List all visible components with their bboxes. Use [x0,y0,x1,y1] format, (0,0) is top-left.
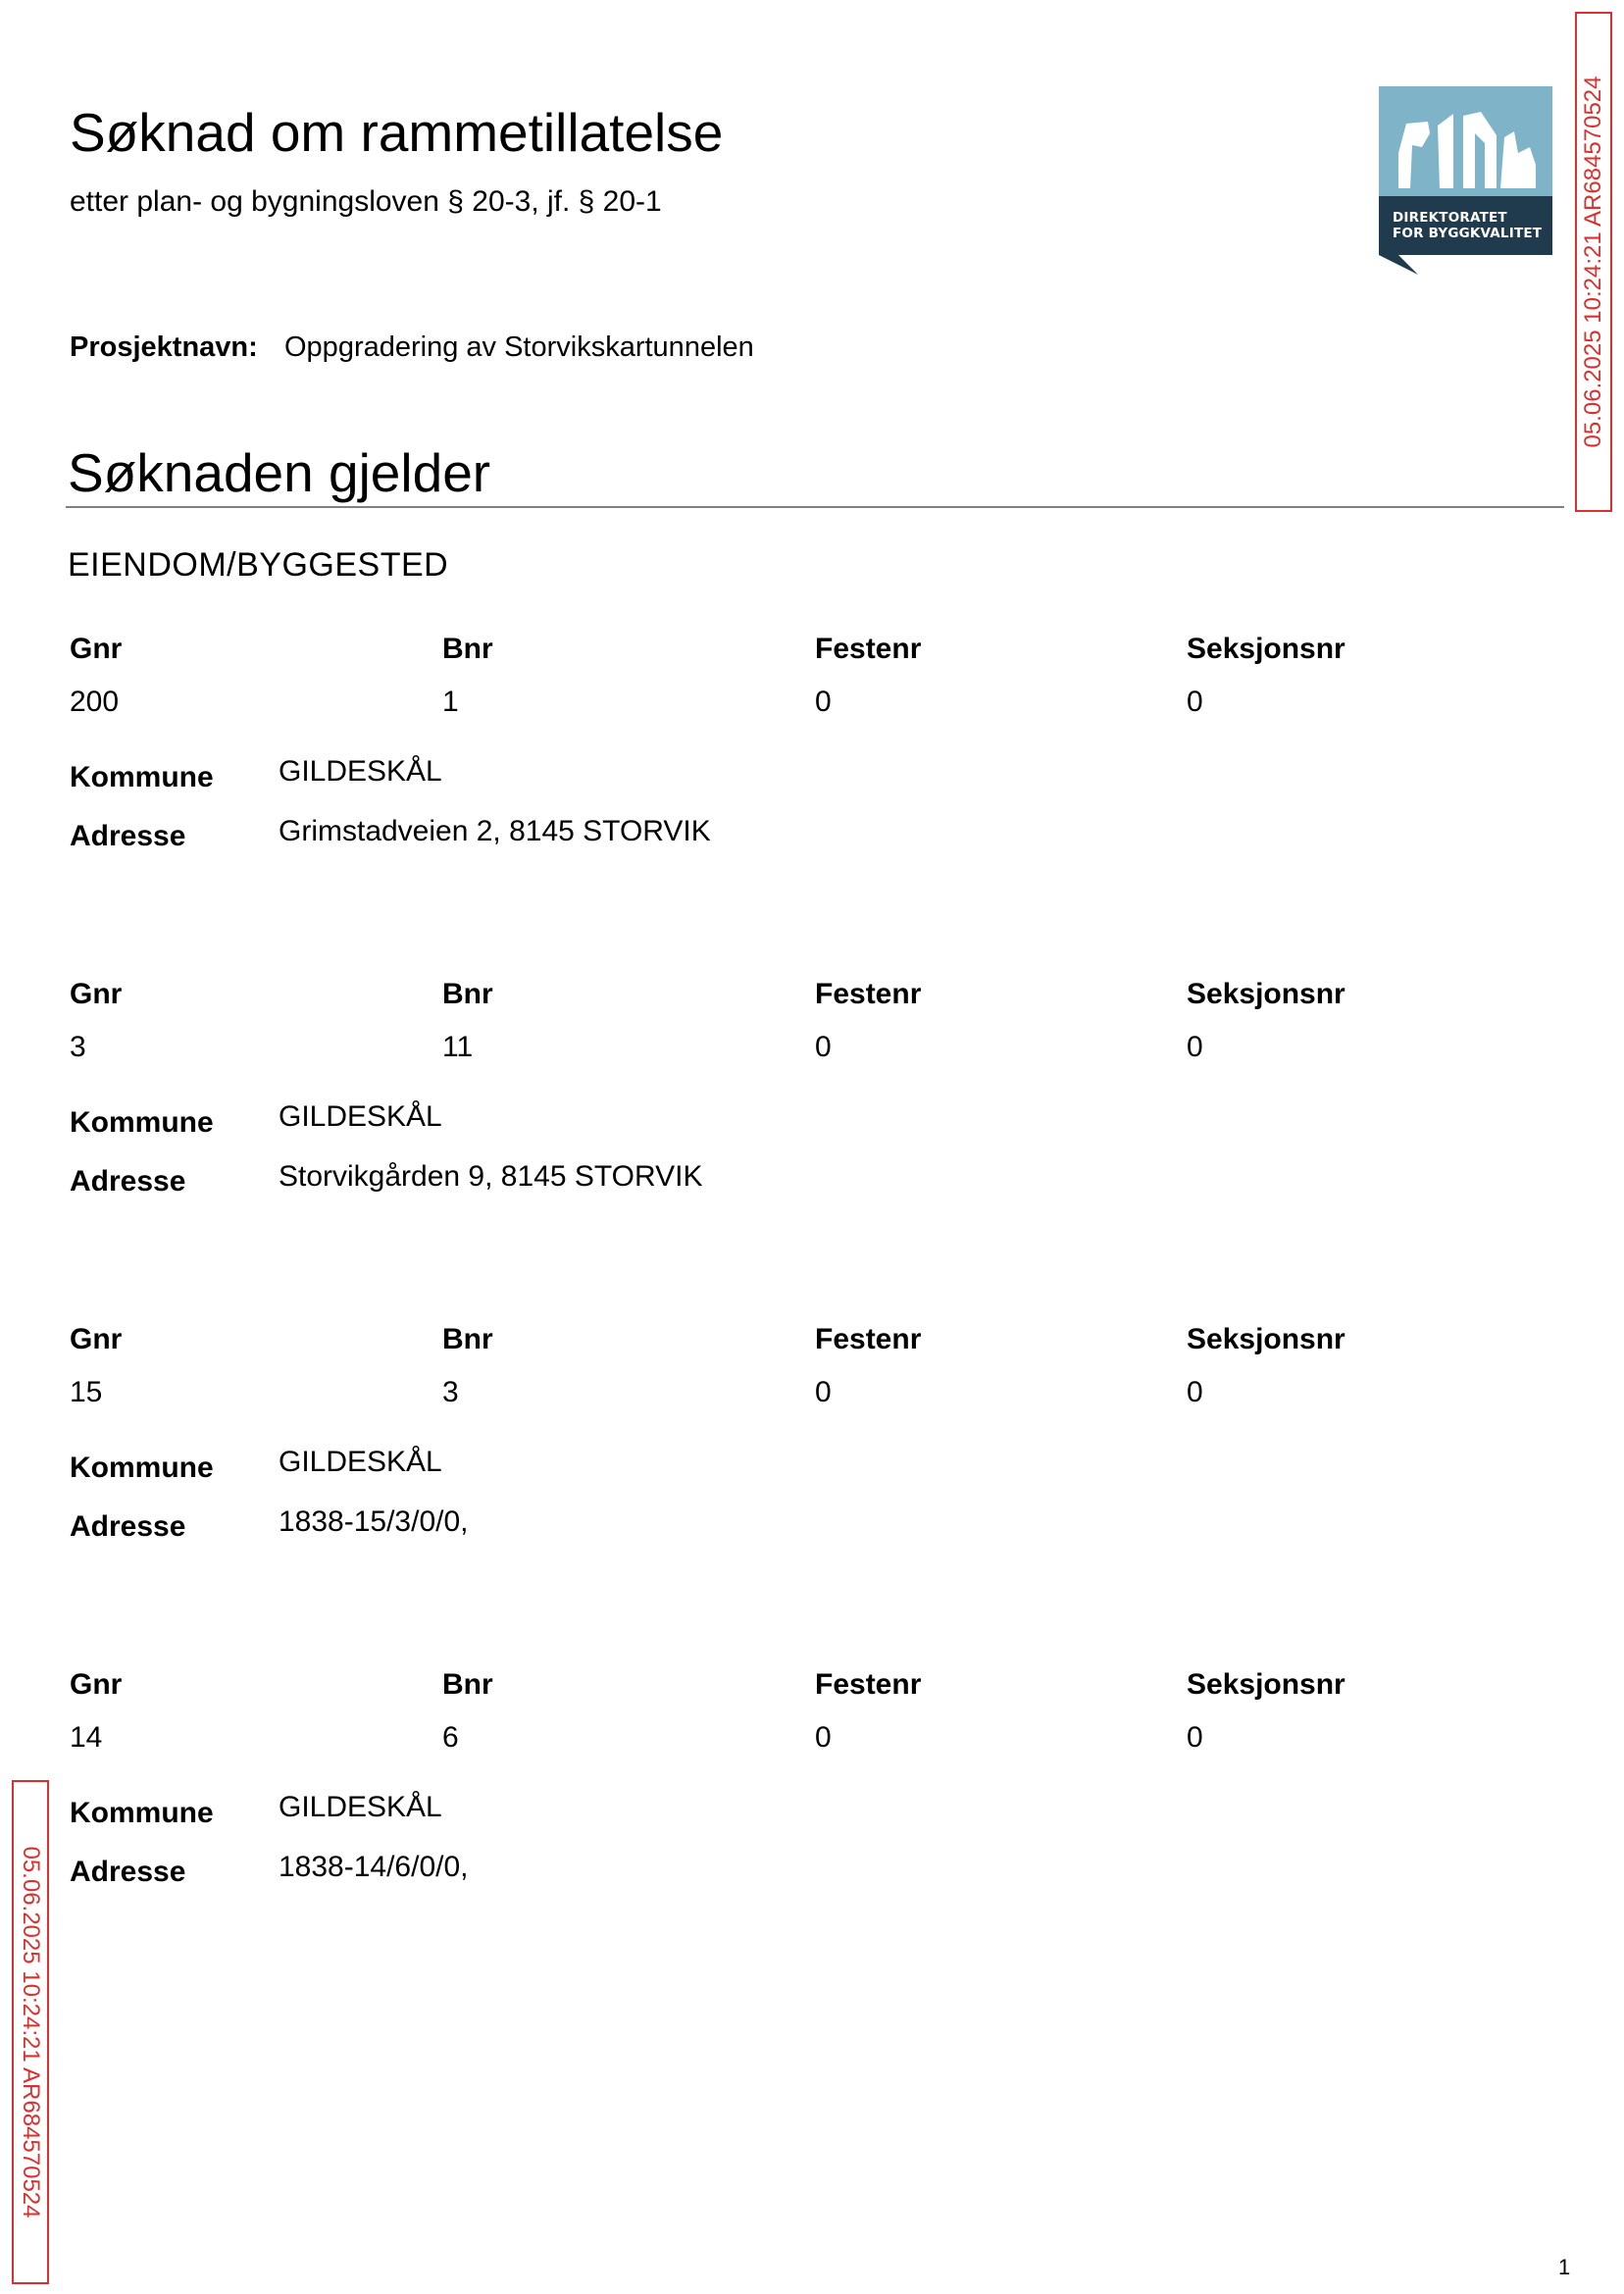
property-header-row [70,1665,1521,1705]
timestamp-stamp-left [12,1780,49,2284]
seksjonsnr-label: Seksjonsnr [1187,1323,1345,1355]
festenr-label: Festenr [815,633,922,665]
project-name-value: Oppgradering av Storvikskartunnelen [284,331,754,363]
kommune-label: Kommune [70,1452,214,1484]
bnr-value: 1 [442,686,459,718]
adresse-value: Grimstadveien 2, 8145 STORVIK [279,815,711,847]
adresse-label: Adresse [70,1165,186,1198]
seksjonsnr-value: 0 [1187,1721,1203,1754]
kommune-value: GILDESKÅL [279,1791,442,1823]
adresse-value: 1838-15/3/0/0, [279,1505,469,1538]
bnr-label: Bnr [442,978,493,1010]
subsection-heading: EIENDOM/BYGGESTED [68,546,449,584]
dibk-logo-mark [1379,86,1552,278]
seksjonsnr-value: 0 [1187,1031,1203,1063]
festenr-value: 0 [815,1031,832,1063]
adresse-label: Adresse [70,1856,186,1888]
festenr-value: 0 [815,1376,832,1408]
adresse-label: Adresse [70,1510,186,1543]
document-title: Søknad om rammetillatelse [70,102,724,163]
adresse-value: 1838-14/6/0/0, [279,1851,469,1883]
seksjonsnr-label: Seksjonsnr [1187,633,1345,665]
property-value-row [70,683,1521,722]
dibk-logo [1379,86,1552,278]
kommune-label: Kommune [70,1106,214,1139]
seksjonsnr-value: 0 [1187,686,1203,718]
gnr-label: Gnr [70,1323,123,1355]
gnr-label: Gnr [70,1668,123,1701]
gnr-value: 200 [70,686,120,718]
seksjonsnr-label: Seksjonsnr [1187,978,1345,1010]
property-block [70,975,1521,1269]
gnr-value: 15 [70,1376,103,1408]
section-heading: Søknaden gjelder [68,442,491,503]
adresse-value: Storvikgården 9, 8145 STORVIK [279,1160,703,1193]
property-header-row [70,975,1521,1014]
seksjonsnr-value: 0 [1187,1376,1203,1408]
logo-text-line2: FOR BYGGKVALITET [1393,226,1543,241]
bnr-label: Bnr [442,633,493,665]
festenr-value: 0 [815,686,832,718]
property-block [70,1320,1521,1614]
logo-text-line1: DIREKTORATET [1393,210,1507,226]
section-divider [66,506,1564,508]
gnr-value: 3 [70,1031,86,1063]
document-subtitle: etter plan- og bygningsloven § 20-3, jf. § 20-1 [70,185,662,218]
property-block [70,1665,1521,1960]
kommune-label: Kommune [70,1797,214,1829]
bnr-value: 6 [442,1721,459,1754]
property-header-row [70,1320,1521,1359]
kommune-label: Kommune [70,761,214,793]
seksjonsnr-label: Seksjonsnr [1187,1668,1345,1701]
kommune-value: GILDESKÅL [279,1446,442,1478]
gnr-value: 14 [70,1721,103,1754]
property-block [70,630,1521,924]
festenr-label: Festenr [815,1668,922,1701]
kommune-value: GILDESKÅL [279,755,442,788]
festenr-label: Festenr [815,1323,922,1355]
property-header-row [70,630,1521,669]
bnr-value: 3 [442,1376,459,1408]
festenr-label: Festenr [815,978,922,1010]
gnr-label: Gnr [70,633,123,665]
project-name-label: Prosjektnavn: [70,331,258,363]
bnr-value: 11 [442,1031,474,1063]
property-value-row [70,1373,1521,1412]
property-value-row [70,1718,1521,1758]
page-number: 1 [1558,2255,1571,2279]
kommune-value: GILDESKÅL [279,1100,442,1133]
property-value-row [70,1028,1521,1067]
bnr-label: Bnr [442,1323,493,1355]
timestamp-stamp-text: 05.06.2025 10:24:21 AR684570524 [1580,76,1606,448]
adresse-label: Adresse [70,820,186,852]
timestamp-stamp-text: 05.06.2025 10:24:21 AR684570524 [18,1846,44,2218]
bnr-label: Bnr [442,1668,493,1701]
gnr-label: Gnr [70,978,123,1010]
timestamp-stamp-right [1575,12,1612,512]
festenr-value: 0 [815,1721,832,1754]
